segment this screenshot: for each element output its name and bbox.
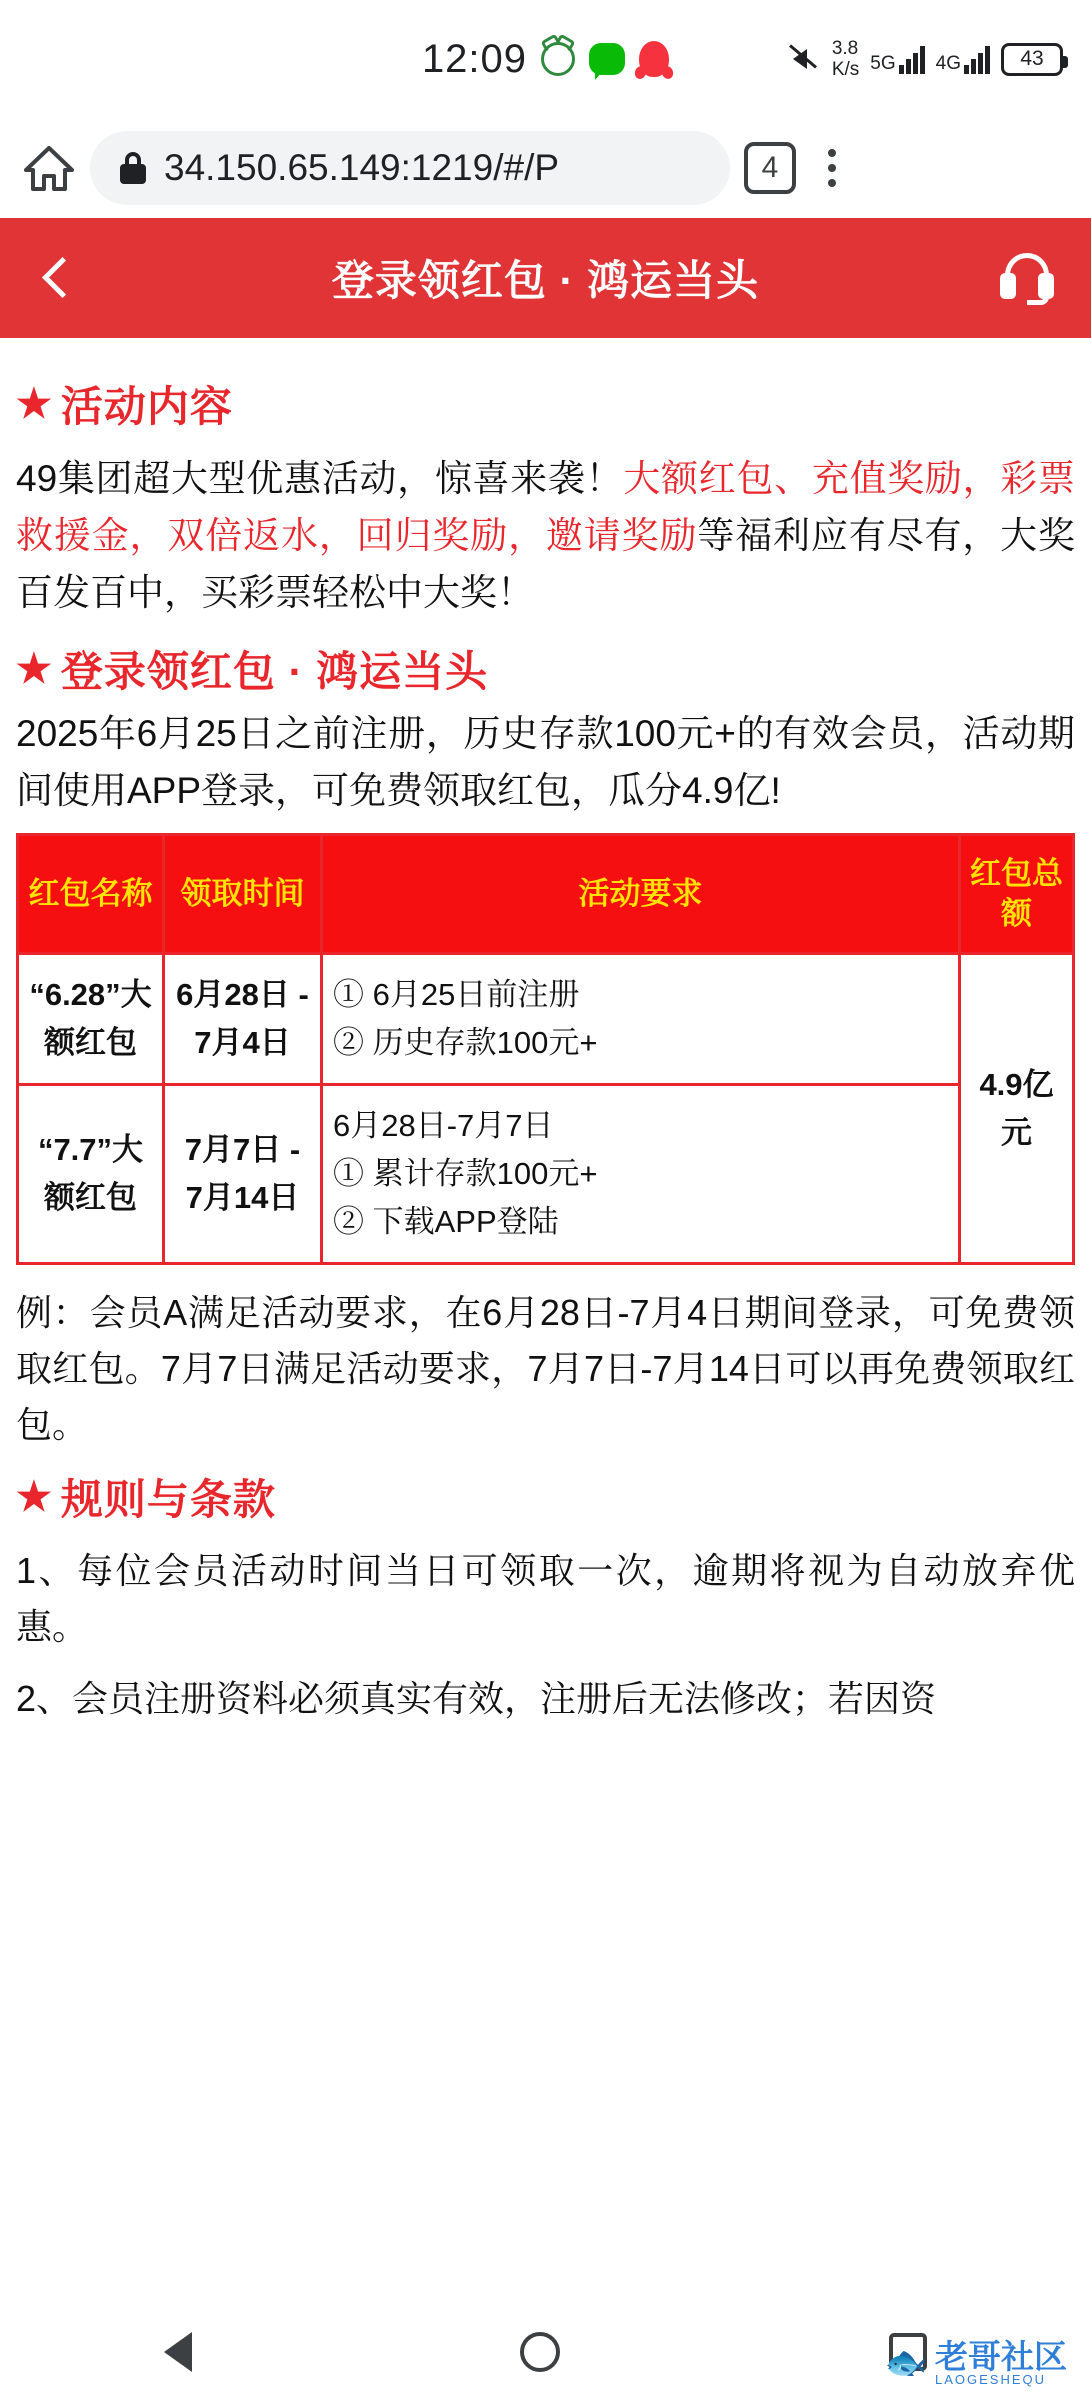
tab-counter-button[interactable] (744, 142, 796, 194)
mute-icon (791, 42, 821, 76)
rule-item: 1、每位会员活动时间当日可领取一次，逾期将视为自动放弃优惠。 (16, 1550, 1075, 1647)
signal-4g (936, 44, 990, 74)
signal-bars-1 (899, 44, 925, 74)
table-row (18, 954, 1074, 1085)
net-label-4g: 4G (935, 53, 961, 74)
row1-time-text: 6月28日 - 7月4日 (176, 977, 309, 1060)
row2-time (164, 1085, 322, 1264)
table-header-total: 红包总额 (960, 835, 1074, 954)
kebab-menu-icon[interactable] (810, 149, 854, 187)
section-heading-rules (16, 1467, 1075, 1527)
page-content (0, 338, 1091, 1727)
row-total-amount (960, 954, 1074, 1264)
row1-time (164, 954, 322, 1085)
status-bar-center (422, 37, 669, 82)
table-header-requirement: 活动要求 (322, 835, 960, 954)
activity-para-lead: 49集团超大型优惠活动，惊喜来袭！ (16, 458, 624, 499)
row2-req-0: 6月28日-7月7日 (333, 1108, 554, 1143)
headset-support-icon[interactable] (997, 251, 1057, 305)
watermark-text (935, 2340, 1067, 2386)
star-icon: ★ (16, 382, 53, 426)
section-heading-activity-label: 活动内容 (60, 383, 233, 430)
android-status-bar (0, 0, 1091, 118)
activity-para-highlight: 大额红包、充值奖励，彩票救援金，双倍返水，回归奖励，邀请奖励 (16, 458, 1076, 556)
watermark-sub: LAOGESHEQU (935, 2372, 1047, 2387)
data-rate (832, 38, 859, 80)
star-icon-2: ★ (16, 647, 53, 691)
row1-req-1: ① 6月25日前注册 (333, 977, 580, 1012)
nav-home-icon[interactable] (520, 2332, 560, 2372)
row2-name (18, 1085, 164, 1264)
alarm-icon (541, 42, 575, 76)
row-total-text: 4.9亿元 (979, 1066, 1054, 1150)
promo-table (16, 833, 1075, 1265)
battery-level: 43 (1020, 47, 1044, 70)
row1-requirements (322, 954, 960, 1085)
section-heading-activity (16, 374, 1075, 434)
row1-name-text: “6.28”大额红包 (29, 977, 152, 1060)
row2-time-text: 7月7日 - 7月14日 (184, 1132, 301, 1215)
page-header (0, 218, 1091, 338)
page-title: 登录领红包 · 鸿运当头 (331, 257, 760, 304)
qq-icon (639, 41, 669, 77)
battery-indicator (1001, 43, 1063, 76)
nav-back-icon[interactable] (164, 2332, 192, 2372)
example-paragraph: 例：会员A满足活动要求，在6月28日-7月4日期间登录，可免费领取红包。7月7日满足活动要求，7月7日-7月14日可以再免费领取红包。 (16, 1292, 1075, 1445)
row1-req-2: ② 历史存款100元+ (333, 1025, 598, 1060)
row1-name (18, 954, 164, 1085)
watermark-main: 老哥社区 (935, 2338, 1067, 2375)
table-header-row (18, 835, 1074, 954)
address-bar[interactable] (90, 131, 730, 205)
signal-5g (870, 44, 924, 74)
row2-req-1: ① 累计存款100元+ (333, 1156, 598, 1191)
data-rate-unit: K/s (831, 59, 860, 80)
star-icon-3: ★ (16, 1475, 53, 1519)
net-label-5g: 5G (870, 53, 896, 74)
wechat-icon (589, 43, 625, 75)
section-heading-rules-label: 规则与条款 (60, 1476, 276, 1523)
rules-list (16, 1543, 1075, 1727)
lock-icon (120, 152, 146, 184)
row2-name-text: “7.7”大额红包 (37, 1132, 144, 1215)
browser-toolbar (0, 118, 1091, 218)
status-clock: 12:09 (421, 36, 528, 81)
activity-paragraph (16, 450, 1075, 621)
row2-req-2: ② 下载APP登陆 (333, 1204, 559, 1239)
fish-logo-icon: 🐟 (884, 2344, 927, 2382)
row2-requirements (322, 1085, 960, 1264)
status-bar-right (791, 0, 1063, 118)
data-rate-value: 3.8 (831, 38, 859, 59)
watermark (885, 2340, 1067, 2386)
url-text: 34.150.65.149:1219/#/P (164, 147, 560, 188)
tab-count-label: 4 (761, 151, 779, 184)
table-header-time: 领取时间 (164, 835, 322, 954)
section-heading-login-label: 登录领红包 · 鸿运当头 (60, 648, 489, 695)
signal-bars-2 (964, 44, 990, 74)
rule-item: 2、会员注册资料必须真实有效，注册后无法修改；若因资 (16, 1678, 937, 1719)
table-header-name: 红包名称 (18, 835, 164, 954)
section-heading-login (16, 639, 1075, 699)
activity-para-tail: 等福利应有尽有，大奖百发百中，买彩票轻松中大奖！ (16, 515, 1076, 613)
home-icon[interactable] (22, 141, 76, 195)
table-row (18, 1085, 1074, 1264)
login-paragraph: 2025年6月25日之前注册，历史存款100元+的有效会员，活动期间使用APP登录，可免费领取红包，瓜分4.9亿! (16, 713, 1075, 811)
